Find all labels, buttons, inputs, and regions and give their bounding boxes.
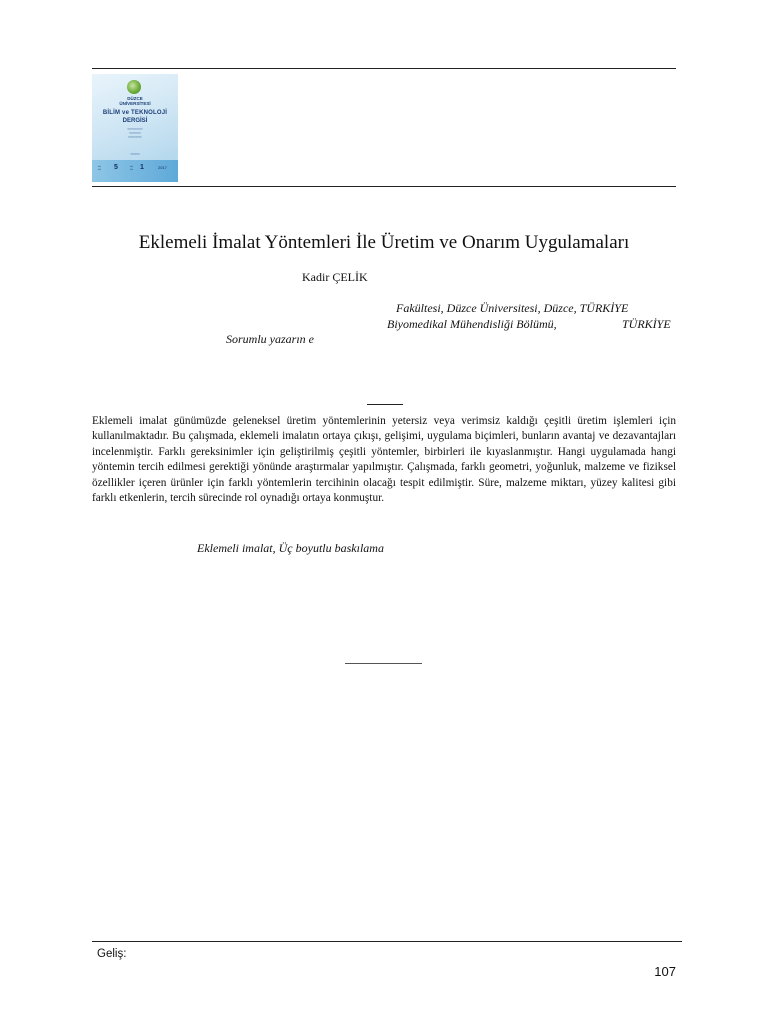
page-number: 107 [654, 964, 676, 979]
received-date-label: Geliş: [97, 948, 127, 960]
journal-cover-image [92, 74, 178, 182]
cover-subtitle-lines: ━━━━━━━━ ━━━━━━ ━━━━━━━ [127, 127, 143, 139]
section-separator [345, 663, 422, 664]
cover-year: 2017 [158, 165, 167, 170]
cover-stripe [92, 160, 178, 182]
cover-line-3: BİLİM ve TEKNOLOJİ [102, 110, 168, 116]
affiliation-2-country: TÜRKİYE [622, 317, 671, 331]
affiliation-1: Fakültesi, Düzce Üniversitesi, Düzce, TÜRKİYE [396, 301, 629, 315]
corresponding-author-email: Sorumlu yazarın e [226, 332, 314, 346]
affiliation-2-department: Biyomedikal Mühendisliği Bölümü, [387, 317, 557, 331]
keywords: Eklemeli imalat, Üç boyutlu baskılama [197, 541, 384, 555]
author-name: Kadir ÇELİK [302, 270, 368, 284]
cover-volume-label: ━━ ━━ [98, 165, 102, 171]
cover-line-4: DERGİSİ [122, 118, 148, 124]
abstract-separator [367, 404, 403, 405]
cover-issue: 1 [140, 164, 144, 171]
cover-issue-label: ━━ ━━ [130, 165, 134, 171]
cover-line-2: ÜNİVERSİTESİ [119, 101, 151, 106]
cover-line-1: DÜZCE [127, 96, 143, 101]
abstract-text: Eklemeli imalat günümüzde geleneksel üretim yöntemlerinin yetersiz veya verimsiz kaldığı çeşitli üretim işlemleri için kullanılmaktadır. Bu çalışmada, eklemeli imalatın ortaya çıkışı, gelişimi, uygulama biçimleri, bunların avantaj ve dezavantajları incelenmiştir. Farklı gereksinimler için geliştirilmiş çeşitli yöntemler, birbirleri ile kıyaslanmıştır. Hangi uygulamada hangi yöntemin tercih edilmesi gerektiği yönünde araştırmalar yapılmıştır. Çalışmada, farklı geometri, yoğunluk, malzeme ve fiziksel özellikler içeren ürünler için farklı yöntemlerin tercihinin olacağı tespit edilmiştir. Süre, malzeme miktarı, yüzey kalitesi gibi farklı etkenlerin, tercih sürecinde rol oynadığı ortaya konmuştur. [92, 415, 676, 505]
header-bottom-rule [92, 186, 676, 187]
header-top-rule [92, 68, 676, 69]
cover-volume: 5 [114, 164, 118, 171]
article-title: Eklemeli İmalat Yöntemleri İle Üretim ve Onarım Uygulamaları [138, 232, 630, 253]
footer-rule [92, 941, 682, 942]
university-logo-icon [127, 80, 141, 94]
cover-small-line: ━━━━━ [130, 152, 140, 156]
